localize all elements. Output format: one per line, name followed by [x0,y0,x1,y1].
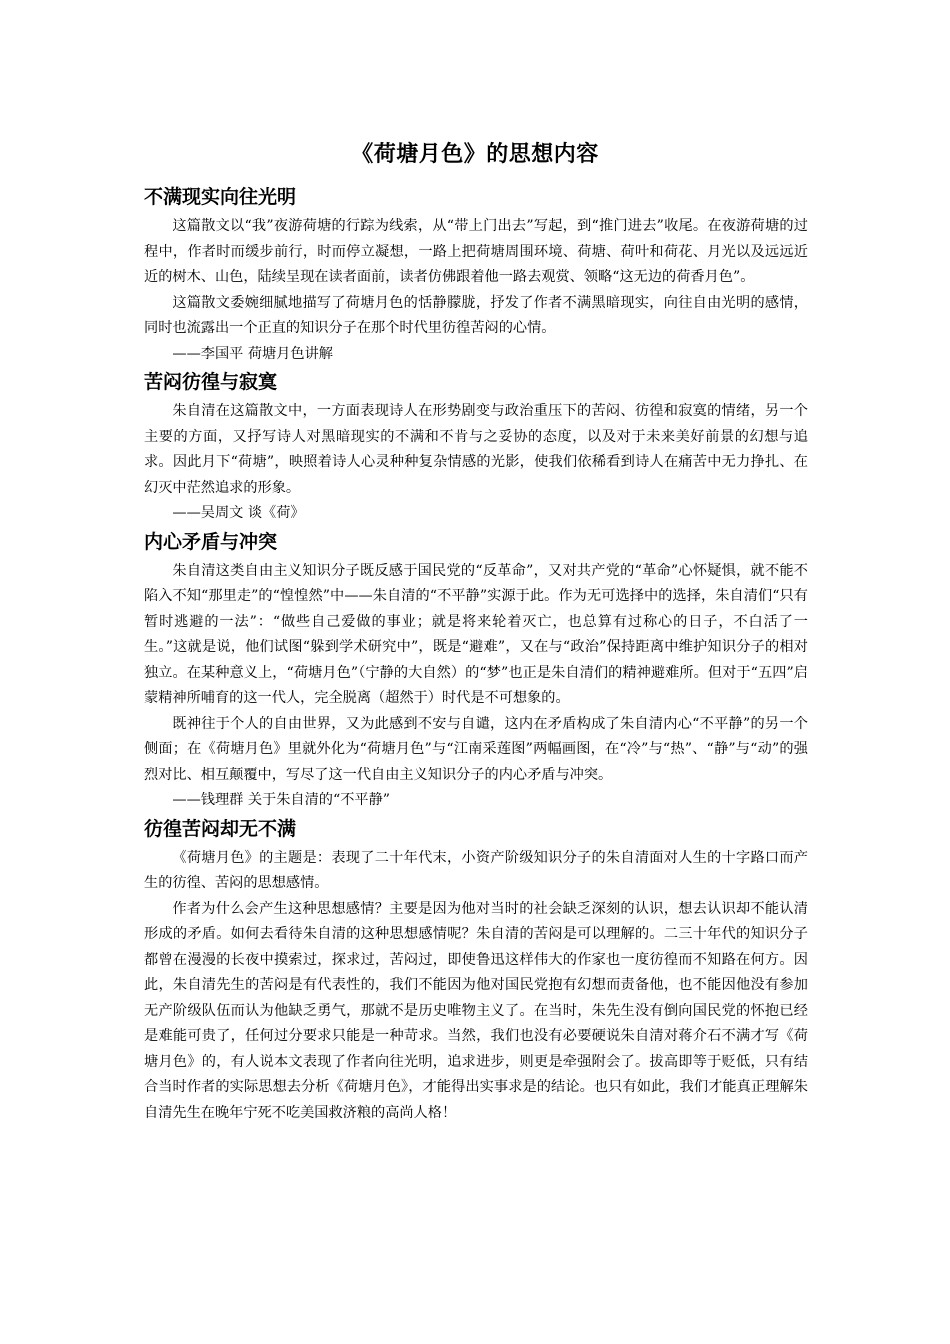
section-heading: 内心矛盾与冲突 [144,530,278,553]
section-2 [144,369,808,527]
section-1 [144,184,808,367]
paragraph: 这篇散文委婉细腻地描写了荷塘月色的恬静朦胧，抒发了作者不满黑暗现实，向往自由光明的感情，同时也流露出一个正直的知识分子在那个时代里彷徨苦闷的心情。 [144,294,808,336]
paragraph: 朱自清这类自由主义知识分子既反感于国民党的“反革命”，又对共产党的“革命”心怀疑惧，就不能不陷入不知“那里走”的“惶惶然”中——朱自清的“不平静”实源于此。作为无可选择中的选择，朱自清们“只有暂时逃避的一法”：“做些自己爱做的事业；就是将来轮着灭亡，也总算有过称心的日子，不白活了一生。”这就是说，他们试图“躲到学术研究中”，既是“避难”，又在与“政治”保持距离中维护知识分子的相对独立。在某种意义上，“荷塘月色”（宁静的大自然）的“梦”也正是朱自清们的精神避难所。但对于“五四”启蒙精神所哺育的这一代人，完全脱离（超然于）时代是不可想象的。 [144,562,808,706]
section-heading: 苦闷彷徨与寂寞 [144,371,278,393]
paragraph: 《荷塘月色》的主题是：表现了二十年代末，小资产阶级知识分子的朱自清面对人生的十字路口而产生的彷徨、苦闷的思想感情。 [144,849,808,891]
source-citation: ——钱理群 关于朱自清的“不平静” [172,792,391,808]
section-3 [144,529,808,814]
paragraph: 作者为什么会产生这种思想感情？主要是因为他对当时的社会缺乏深刻的认识，想去认识却不能认清形成的矛盾。如何去看待朱自清的这种思想感情呢？朱自清的苦闷是可以理解的。二三十年代的知识分子都曾在漫漫的长夜中摸索过，探求过，苦闷过，即使鲁迅这样伟大的作家也一度彷徨而不知路在何方。因此，朱自清先生的苦闷是有代表性的，我们不能因为他对国民党抱有幻想而责备他，也不能因他没有参加无产阶级队伍而认为他缺乏勇气，那就不是历史唯物主义了。在当时，朱先生没有倒向国民党的怀抱已经是难能可贵了，任何过分要求只能是一种苛求。当然，我们也没有必要硬说朱自清对蒋介石不满才写《荷塘月色》的，有人说本文表现了作者向往光明，追求进步，则更是牵强附会了。拔高即等于贬低，只有结合当时作者的实际思想去分析《荷塘月色》，才能得出实事求是的结论。也只有如此，我们才能真正理解朱自清先生在晚年宁死不吃美国救济粮的高尚人格！ [144,900,808,1121]
paragraph: 这篇散文以“我”夜游荷塘的行踪为线索，从“带上门出去”写起，到“推门进去”收尾。在夜游荷塘的过程中，作者时而缓步前行，时而停立凝想，一路上把荷塘周围环境、荷塘、荷叶和荷花、月光以及远远近近的树木、山色，陆续呈现在读者面前，读者仿佛跟着他一路去观赏、领略“这无边的荷香月色”。 [144,218,808,285]
source-citation: ——李国平 荷塘月色讲解 [172,345,333,362]
section-4 [144,816,808,1127]
document-body [144,184,808,1128]
page-title: 《荷塘月色》的思想内容 [351,142,599,167]
source-citation: ——吴周文 谈《荷》 [172,505,305,521]
paragraph: 朱自清在这篇散文中，一方面表现诗人在形势剧变与政治重压下的苦闷、彷徨和寂寞的情绪，另一个主要的方面，又抒写诗人对黑暗现实的不满和不肯与之妥协的态度，以及对于未来美好前景的幻想与追求。因此月下“荷塘”，映照着诗人心灵种种复杂情感的光影，使我们依稀看到诗人在痛苦中无力挣扎、在幻灭中茫然追求的形象。 [144,403,808,496]
paragraph: 既神往于个人的自由世界，又为此感到不安与自谴，这内在矛盾构成了朱自清内心“不平静”的另一个侧面；在《荷塘月色》里就外化为“荷塘月色”与“江南采莲图”两幅画图，在“冷”与“热”、“静”与“动”的强烈对比、相互颠覆中，写尽了这一代自由主义知识分子的内心矛盾与冲突。 [144,715,808,783]
section-heading: 彷徨苦闷却无不满 [144,817,297,840]
section-heading: 不满现实向往光明 [144,186,297,208]
